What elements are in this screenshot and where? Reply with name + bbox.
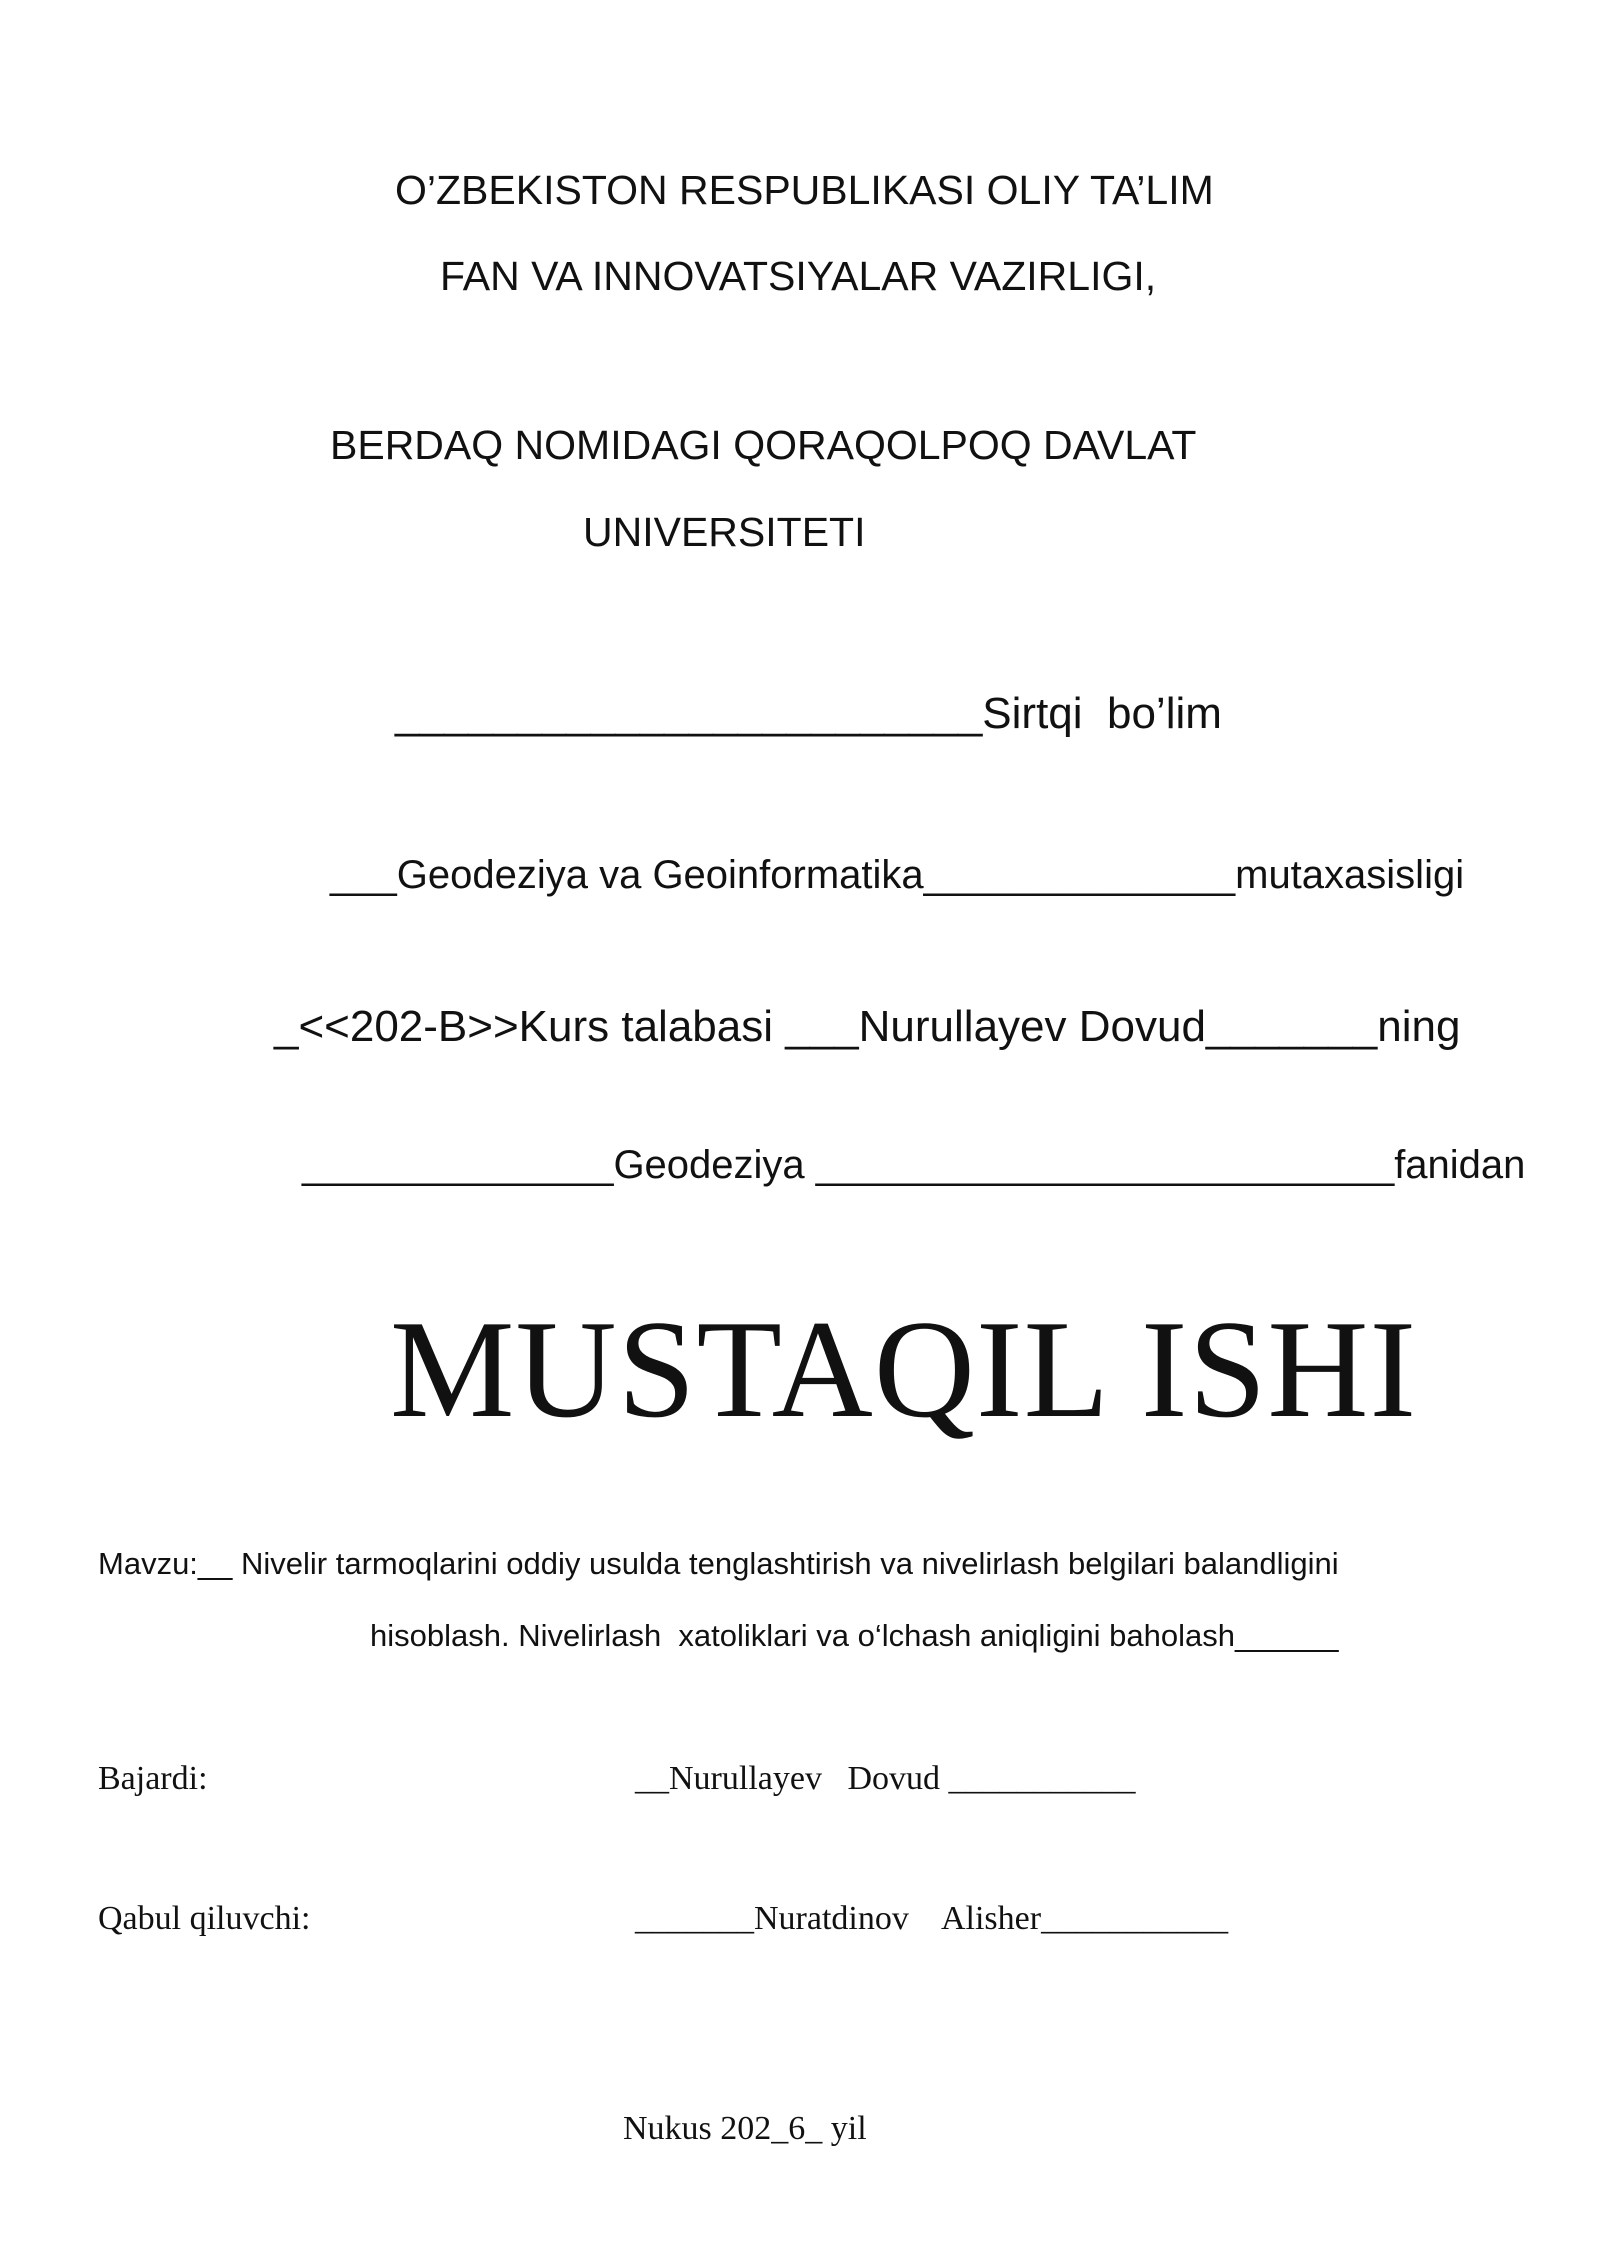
city-year-footer: Nukus 202_6_ yil — [623, 2110, 867, 2147]
document-title: MUSTAQIL ISHI — [390, 1292, 1418, 1447]
topic-line-2: hisoblash. Nivelirlash xatoliklari va o‘lchash aniqligini baholash______ — [370, 1618, 1339, 1653]
university-line-2: UNIVERSITETI — [583, 509, 866, 555]
accepted-by-value: _______Nuratdinov Alisher___________ — [635, 1900, 1229, 1937]
performed-by-value: __Nurullayev Dovud ___________ — [635, 1760, 1136, 1797]
department-line: ________________________Sirtqi bo’lim — [395, 689, 1222, 738]
university-line-1: BERDAQ NOMIDAGI QORAQOLPOQ DAVLAT — [330, 422, 1197, 468]
ministry-line-2: FAN VA INNOVATSIYALAR VAZIRLIGI, — [440, 253, 1157, 299]
accepted-by-label: Qabul qiluvchi: — [98, 1900, 311, 1937]
ministry-line-1: O’ZBEKISTON RESPUBLIKASI OLIY TA’LIM — [395, 167, 1214, 213]
topic-line-1: Mavzu:__ Nivelir tarmoqlarini oddiy usulda tenglashtirish va nivelirlash belgilari balandligini — [98, 1546, 1339, 1581]
specialty-line: ___Geodeziya va Geoinformatika______________mutaxasisligi — [330, 853, 1465, 897]
student-line: _<<202-B>>Kurs talabasi ___Nurullayev Dovud_______ning — [274, 1002, 1461, 1051]
performed-by-label: Bajardi: — [98, 1760, 208, 1797]
subject-line: ______________Geodeziya __________________________fanidan — [302, 1143, 1526, 1187]
